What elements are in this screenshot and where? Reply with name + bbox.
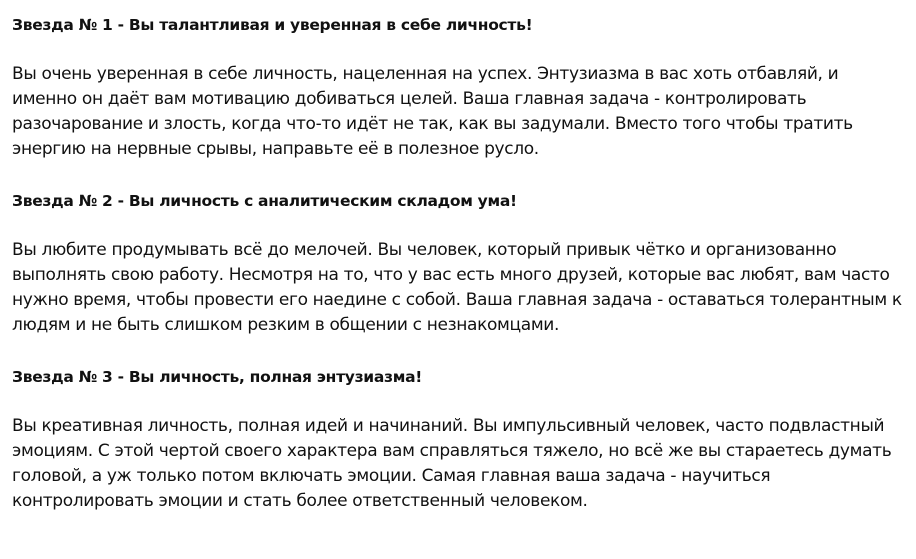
section-heading: Звезда № 1 - Вы талантливая и уверенная в себе личность! bbox=[12, 16, 533, 34]
section-text: Вы креативная личность, полная идей и начинаний. Вы импульсивный человек, часто подвластный эмоциям. С этой чертой своего характера вам справляться тяжело, но всё же вы стараетесь думать головой, а уж только потом включать эмоции. Самая главная ваша задача - научиться контролировать эмоции и стать более ответственный человеком. bbox=[12, 416, 892, 511]
section-text: Вы любите продумывать всё до мелочей. Вы человек, который привык чётко и организованно выполнять свою работу. Несмотря на то, что у вас есть много друзей, которые вас любят, вам часто нужно время, чтобы провести его наедине с собой. Ваша главная задача - оставаться толерантным к людям и не быть слишком резким в общении с незнакомцами. bbox=[12, 240, 902, 335]
section-text: Вы очень уверенная в себе личность, нацеленная на успех. Энтузиазма в вас хоть отбавляй, и именно он даёт вам мотивацию добиваться целей. Ваша главная задача - контролировать разочарование и злость, когда что-то идёт не так, как вы задумали. Вместо того чтобы тратить энергию на нервные срывы, направьте её в полезное русло. bbox=[12, 64, 853, 159]
section-heading: Звезда № 2 - Вы личность с аналитическим складом ума! bbox=[12, 192, 517, 210]
section-heading: Звезда № 3 - Вы личность, полная энтузиазма! bbox=[12, 368, 423, 386]
